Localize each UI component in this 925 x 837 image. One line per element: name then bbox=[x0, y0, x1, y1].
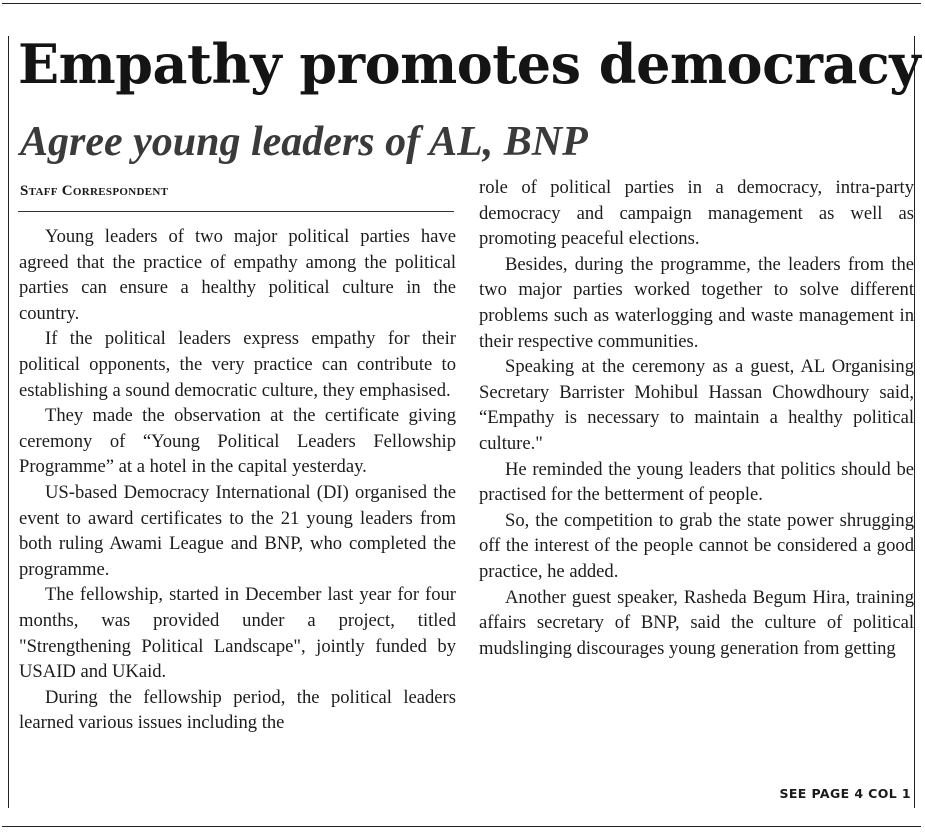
top-rule bbox=[2, 3, 921, 4]
paragraph: Speaking at the ceremony as a guest, AL Organising Secretary Barrister Mohibul Hassan Chowdhoury said, “Empathy is necessary to maintain a healthy political culture." bbox=[479, 356, 914, 454]
paragraph: US-based Democracy International (DI) organised the event to award certificates to the 21 young leaders from both ruling Awami League and BNP, who completed the programme. bbox=[19, 481, 456, 580]
right-rule bbox=[914, 36, 915, 808]
byline: Staff Correspondent bbox=[20, 183, 169, 199]
paragraph: The fellowship, started in December last year for four months, was provided under a project, titled "Strengthening Political Landscape", jointly funded by USAID and UKaid. bbox=[19, 584, 456, 683]
paragraph: Besides, during the programme, the leaders from the two major parties worked together to solve different problems such as waterlogging and waste management in their respective communities. bbox=[479, 253, 914, 352]
article-column-1 bbox=[19, 224, 456, 736]
paragraph: They made the observation at the certificate giving ceremony of “Young Political Leaders Fellowship Programme” at a hotel in the capital yesterday. bbox=[19, 405, 456, 478]
bottom-rule bbox=[2, 826, 921, 827]
left-rule bbox=[8, 36, 9, 808]
paragraph: He reminded the young leaders that politics should be practised for the betterment of people. bbox=[479, 458, 914, 506]
headline: Empathy promotes democracy bbox=[18, 32, 921, 96]
paragraph: So, the competition to grab the state power shrugging off the interest of the people cannot be considered a good practice, he added. bbox=[479, 509, 914, 582]
paragraph: During the fellowship period, the political leaders learned various issues including the bbox=[19, 686, 456, 734]
paragraph: Another guest speaker, Rasheda Begum Hira, training affairs secretary of BNP, said the culture of political mudslinging discourages young generation from getting bbox=[479, 586, 914, 659]
jump-line: SEE PAGE 4 COL 1 bbox=[779, 786, 911, 801]
paragraph-continuation: role of political parties in a democracy, intra-party democracy and campaign management as well as promoting peaceful elections. bbox=[479, 177, 914, 250]
paragraph: Young leaders of two major political parties have agreed that the practice of empathy among the political parties can ensure a healthy political culture in the country. bbox=[19, 226, 456, 324]
subheadline: Agree young leaders of AL, BNP bbox=[20, 119, 588, 165]
paragraph: If the political leaders express empathy for their political opponents, the very practice can contribute to establishing a sound democratic culture, they emphasised. bbox=[19, 328, 456, 401]
article-column-2 bbox=[479, 175, 914, 661]
byline-rule bbox=[18, 211, 454, 212]
